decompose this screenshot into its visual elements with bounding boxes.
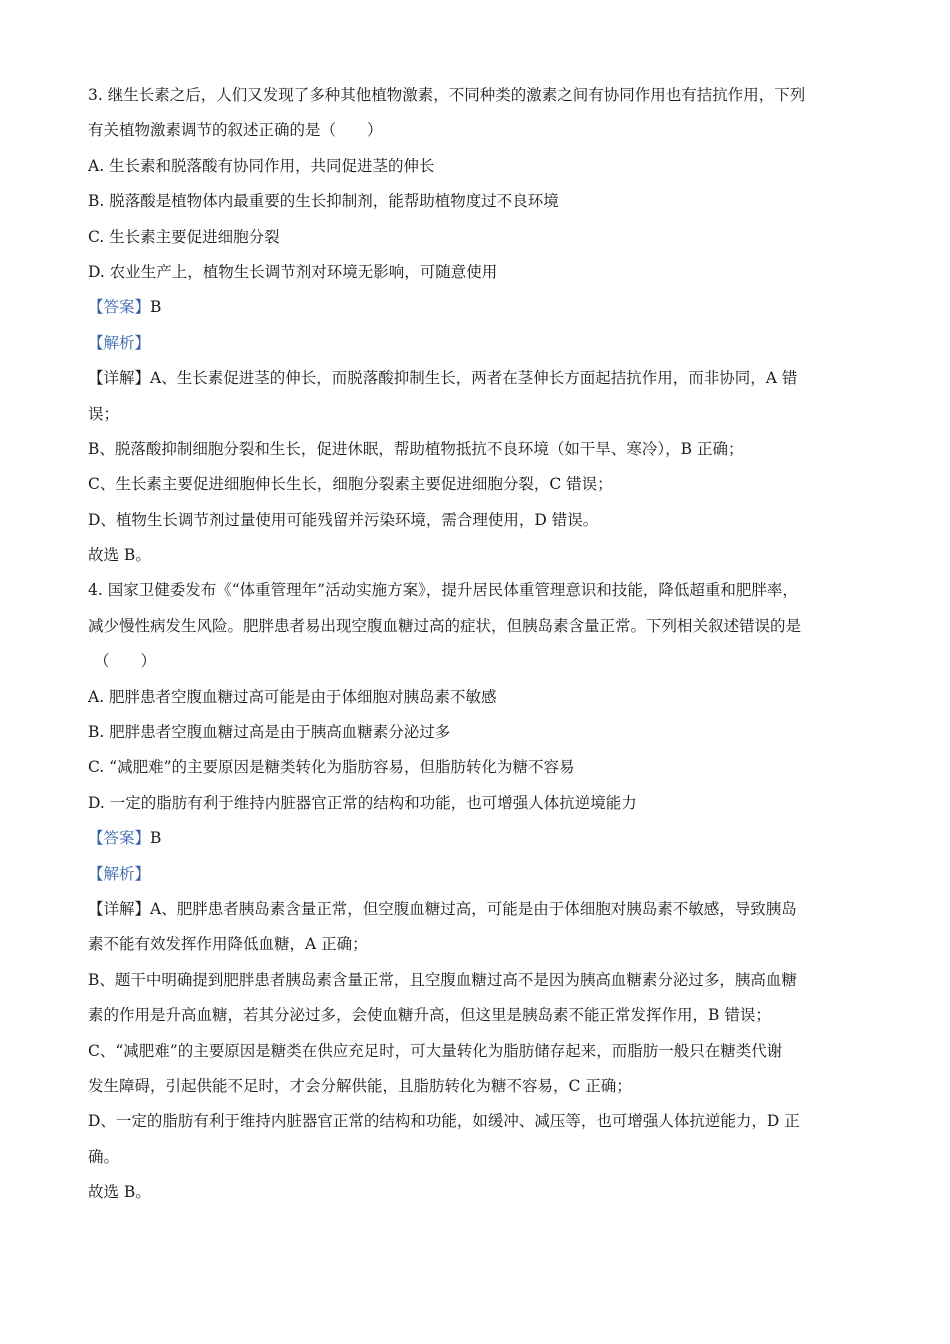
q4-stem-line-3: （ ） — [94, 652, 157, 671]
q4-detail-c-line-2: 发生障碍，引起供能不足时，才会分解供能，且脂肪转化为糖不容易，C 正确； — [88, 1076, 632, 1095]
q3-detail-a-line-1 — [88, 361, 863, 396]
q3-detail-d: D、植物生长调节剂过量使用可能残留并污染环境，需合理使用，D 错误。 — [88, 510, 599, 529]
q4-answer-value: B — [150, 829, 162, 848]
q3-stem-line-2: 有关植物激素调节的叙述正确的是（ ） — [88, 121, 383, 140]
q3-detail-a-line-2: 误； — [88, 404, 120, 423]
q4-detail-d-line-2: 确。 — [88, 1147, 120, 1166]
q4-detail-b-line-2: 素的作用是升高血糖，若其分泌过多，会使血糖升高，但这里是胰岛素不能正常发挥作用，B 错误； — [88, 1006, 771, 1025]
q4-option-c: C. “减肥难”的主要原因是糖类转化为脂肪容易，但脂肪转化为糖不容易 — [88, 758, 575, 777]
document-page — [88, 78, 863, 1211]
q4-stem-line-1: 4. 国家卫健委发布《“体重管理年”活动实施方案》，提升居民体重管理意识和技能，降低超重和肥胖率， — [88, 581, 798, 600]
q3-answer-value: B — [150, 298, 162, 317]
q3-detail-a-text: A、生长素促进茎的伸长，而脱落酸抑制生长，两者在茎伸长方面起拮抗作用，而非协同，A 错 — [150, 369, 798, 388]
q4-detail-d-line-1: D、一定的脂肪有利于维持内脏器官正常的结构和功能，如缓冲、减压等，也可增强人体抗逆能力，D 正 — [88, 1112, 800, 1131]
q3-answer-line — [88, 290, 863, 325]
q3-detail-c: C、生长素主要促进细胞伸长生长，细胞分裂素主要促进细胞分裂，C 错误； — [88, 475, 613, 494]
q3-option-c: C. 生长素主要促进细胞分裂 — [88, 227, 280, 246]
q4-detail-b-line-1: B、题干中明确提到肥胖患者胰岛素含量正常，且空腹血糖过高不是因为胰高血糖素分泌过多，胰高血糖 — [88, 970, 797, 989]
q4-option-d: D. 一定的脂肪有利于维持内脏器官正常的结构和功能，也可增强人体抗逆境能力 — [88, 793, 637, 812]
q4-conclusion: 故选 B。 — [88, 1183, 151, 1202]
q4-detail-c-line-1: C、“减肥难”的主要原因是糖类在供应充足时，可大量转化为脂肪储存起来，而脂肪一般只在糖类代谢 — [88, 1041, 783, 1060]
q4-analysis-tag: 【解析】 — [88, 864, 151, 883]
q4-detail-tag: 【详解】 — [88, 899, 151, 918]
q4-detail-a-line-1 — [88, 892, 863, 927]
q4-stem-line-2: 减少慢性病发生风险。肥胖患者易出现空腹血糖过高的症状，但胰岛素含量正常。下列相关叙述错误的是 — [88, 616, 802, 635]
q3-analysis-tag: 【解析】 — [88, 333, 151, 352]
q3-detail-b: B、脱落酸抑制细胞分裂和生长，促进休眠，帮助植物抵抗不良环境（如干旱、寒冷），B 正确； — [88, 439, 744, 458]
q3-detail-tag: 【详解】 — [88, 369, 151, 388]
q4-detail-a-line-2: 素不能有效发挥作用降低血糖，A 正确； — [88, 935, 368, 954]
q3-conclusion: 故选 B。 — [88, 546, 151, 565]
q4-answer-tag: 【答案】 — [88, 829, 151, 848]
q3-stem-line-1: 3. 继生长素之后，人们又发现了多种其他植物激素，不同种类的激素之间有协同作用也有拮抗作用，下列 — [88, 86, 806, 104]
q3-option-d: D. 农业生产上，植物生长调节剂对环境无影响，可随意使用 — [88, 262, 498, 281]
q4-detail-a-text: A、肥胖患者胰岛素含量正常，但空腹血糖过高，可能是由于体细胞对胰岛素不敏感，导致胰岛 — [150, 899, 797, 918]
q4-option-b: B. 肥胖患者空腹血糖过高是由于胰高血糖素分泌过多 — [88, 723, 451, 742]
q3-option-b: B. 脱落酸是植物体内最重要的生长抑制剂，能帮助植物度过不良环境 — [88, 192, 559, 211]
q3-answer-tag: 【答案】 — [88, 298, 151, 317]
q4-answer-line — [88, 821, 863, 856]
q4-option-a: A. 肥胖患者空腹血糖过高可能是由于体细胞对胰岛素不敏感 — [88, 687, 497, 706]
q3-option-a: A. 生长素和脱落酸有协同作用，共同促进茎的伸长 — [88, 156, 435, 175]
